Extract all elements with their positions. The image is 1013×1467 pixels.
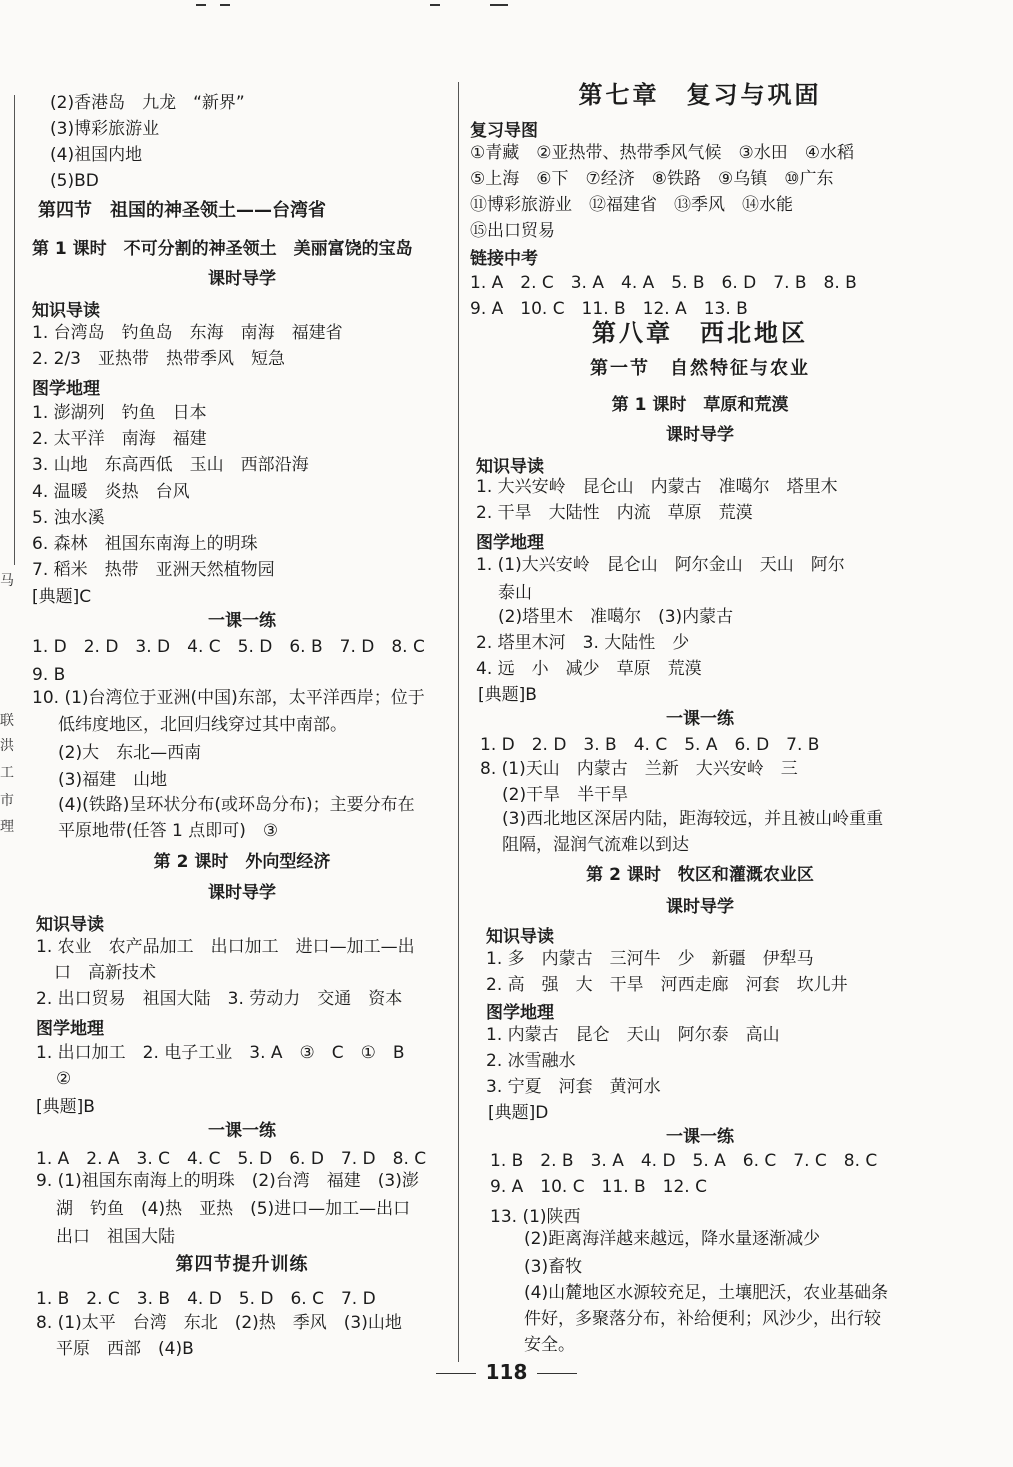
chapter-title: 第八章 西北地区	[592, 319, 808, 347]
subsection-heading: 课时导学	[666, 897, 734, 917]
answer-line: [典题]B	[36, 1097, 95, 1117]
answer-line: ②	[56, 1069, 72, 1089]
subsection-heading: 一课一练	[208, 611, 276, 631]
category-heading: 链接中考	[470, 249, 538, 269]
category-heading: 复习导图	[470, 121, 538, 141]
answer-line: 1. B 2. B 3. A 4. D 5. A 6. C 7. C 8. C	[490, 1151, 878, 1171]
answer-line: 2. 冰雪融水	[486, 1051, 576, 1071]
category-heading: 知识导读	[486, 927, 554, 947]
answer-line: 1. A 2. C 3. A 4. A 5. B 6. D 7. B 8. B	[470, 273, 857, 293]
category-heading: 知识导读	[476, 457, 544, 477]
answer-line: 6. 森林 祖国东南海上的明珠	[32, 534, 258, 554]
scan-mark	[196, 4, 206, 6]
answer-line: 5. 浊水溪	[32, 508, 105, 528]
scan-mark	[220, 4, 230, 6]
answer-line: 4. 温暖 炎热 台风	[32, 482, 190, 502]
answer-line: 2. 干旱 大陆性 内流 草原 荒漠	[476, 503, 753, 523]
category-heading: 知识导读	[36, 915, 104, 935]
answer-line: ⑤上海 ⑥下 ⑦经济 ⑧铁路 ⑨乌镇 ⑩广东	[470, 169, 834, 189]
answer-line: 1. 台湾岛 钓鱼岛 东海 南海 福建省	[32, 323, 343, 343]
answer-line: (4)(铁路)呈环状分布(或环岛分布)；主要分布在	[58, 795, 415, 815]
answer-line: 湖 钓鱼 (4)热 亚热 (5)进口—加工—出口	[56, 1199, 411, 1219]
answer-line: 2. 出口贸易 祖国大陆 3. 劳动力 交通 资本	[36, 989, 403, 1009]
answer-line: 3. 山地 东高西低 玉山 西部沿海	[32, 455, 309, 475]
answer-line: 10. (1)台湾位于亚洲(中国)东部，太平洋西岸；位于	[32, 688, 425, 708]
answer-line: 9. B	[32, 665, 66, 685]
answer-line: ⑮出口贸易	[470, 221, 555, 241]
answer-line: 7. 稻米 热带 亚洲天然植物园	[32, 560, 275, 580]
answer-line: (4)山麓地区水源较充足，土壤肥沃，农业基础条	[524, 1283, 889, 1303]
answer-line: 1. 大兴安岭 昆仑山 内蒙古 准噶尔 塔里木	[476, 477, 838, 497]
lesson-title: 第 1 课时 不可分割的神圣领土 美丽富饶的宝岛	[32, 239, 413, 259]
margin-text: 理	[0, 819, 14, 835]
subsection-heading: 课时导学	[666, 425, 734, 445]
page-number	[0, 1360, 1013, 1384]
subsection-heading: 课时导学	[208, 269, 276, 289]
answer-line: 1. 农业 农产品加工 出口加工 进口—加工—出	[36, 937, 415, 957]
subsection-heading: 课时导学	[208, 883, 276, 903]
page-number-rule	[537, 1373, 577, 1374]
column-rule	[14, 95, 15, 565]
margin-text: 马	[0, 573, 14, 589]
answer-line: 2. 塔里木河 3. 大陆性 少	[476, 633, 690, 653]
subsection-heading: 一课一练	[208, 1121, 276, 1141]
subsection-heading: 一课一练	[666, 1127, 734, 1147]
lesson-title: 第 2 课时 外向型经济	[153, 852, 331, 872]
answer-line: 3. 宁夏 河套 黄河水	[486, 1077, 661, 1097]
category-heading: 图学地理	[476, 533, 544, 553]
answer-line: 2. 太平洋 南海 福建	[32, 429, 207, 449]
answer-line: 1. 澎湖列 钓鱼 日本	[32, 403, 207, 423]
category-heading: 图学地理	[36, 1019, 104, 1039]
answer-line: 9. A 10. C 11. B 12. A 13. B	[470, 299, 748, 319]
answer-line: 泰山	[498, 583, 532, 603]
answer-line: 8. (1)天山 内蒙古 兰新 大兴安岭 三	[480, 759, 798, 779]
answer-line: 1. 多 内蒙古 三河牛 少 新疆 伊犁马	[486, 949, 814, 969]
chapter-title: 第七章 复习与巩固	[578, 81, 822, 109]
answer-line: [典题]B	[478, 685, 537, 705]
answer-line: ⑪博彩旅游业 ⑫福建省 ⑬季风 ⑭水能	[470, 195, 793, 215]
section-title: 第四节 祖国的神圣领土——台湾省	[38, 200, 326, 221]
answer-line: 13. (1)陕西	[490, 1207, 581, 1227]
answer-line: 2. 2/3 亚热带 热带季风 短急	[32, 349, 285, 369]
answer-line: 安全。	[524, 1335, 575, 1355]
answer-line: 1. D 2. D 3. B 4. C 5. A 6. D 7. B	[480, 735, 820, 755]
answer-line: 1. (1)大兴安岭 昆仑山 阿尔金山 天山 阿尔	[476, 555, 845, 575]
margin-text: 市	[0, 793, 14, 809]
answer-line: 出口 祖国大陆	[56, 1227, 175, 1247]
lesson-title: 第 1 课时 草原和荒漠	[611, 395, 789, 415]
margin-text: 洪	[0, 738, 14, 754]
answer-line: 4. 远 小 减少 草原 荒漠	[476, 659, 702, 679]
page-number-text: 118	[485, 1360, 528, 1384]
answer-line: (2)干旱 半干旱	[502, 785, 629, 805]
answer-line: 1. 内蒙古 昆仑 天山 阿尔泰 高山	[486, 1025, 780, 1045]
scan-mark	[490, 4, 508, 6]
answer-line: (3)福建 山地	[58, 770, 168, 790]
answer-line: (3)博彩旅游业	[50, 119, 160, 139]
answer-line: (4)祖国内地	[50, 145, 143, 165]
answer-line: (3)西北地区深居内陆，距海较远，并且被山岭重重	[502, 809, 884, 829]
answer-line: (5)BD	[50, 171, 99, 191]
answer-line: ①青藏 ②亚热带、热带季风气候 ③水田 ④水稻	[470, 143, 854, 163]
page-number-rule	[436, 1373, 476, 1374]
answer-line: (3)畜牧	[524, 1257, 583, 1277]
answer-line: (2)塔里木 准噶尔 (3)内蒙古	[498, 607, 734, 627]
answer-line: 1. 出口加工 2. 电子工业 3. A ③ C ① B	[36, 1043, 405, 1063]
answer-line: (2)距离海洋越来越远，降水量逐渐减少	[524, 1229, 821, 1249]
answer-line: 平原地带(任答 1 点即可) ③	[58, 821, 279, 841]
answer-line: 口 高新技术	[54, 963, 156, 983]
lesson-title: 第 2 课时 牧区和灌溉农业区	[586, 865, 814, 885]
answer-line: (2)大 东北—西南	[58, 743, 202, 763]
scan-mark	[430, 4, 440, 6]
section-title: 第四节提升训练	[175, 1254, 309, 1275]
category-heading: 图学地理	[32, 379, 100, 399]
answer-line: 9. A 10. C 11. B 12. C	[490, 1177, 707, 1197]
answer-line: 2. 高 强 大 干旱 河西走廊 河套 坎儿井	[486, 975, 848, 995]
answer-line: 低纬度地区，北回归线穿过其中南部。	[58, 715, 347, 735]
answer-line: 1. A 2. A 3. C 4. C 5. D 6. D 7. D 8. C	[36, 1149, 427, 1169]
answer-line: 件好，多聚落分布，补给便利；风沙少，出行较	[524, 1309, 881, 1329]
answer-line: 1. D 2. D 3. D 4. C 5. D 6. B 7. D 8. C	[32, 637, 425, 657]
answer-line: 9. (1)祖国东南海上的明珠 (2)台湾 福建 (3)澎	[36, 1171, 419, 1191]
answer-line: 平原 西部 (4)B	[56, 1339, 194, 1359]
answer-line: [典题]C	[32, 587, 92, 607]
margin-text: 联	[0, 713, 14, 729]
category-heading: 知识导读	[32, 301, 100, 321]
answer-line: 1. B 2. C 3. B 4. D 5. D 6. C 7. D	[36, 1289, 376, 1309]
section-title: 第一节 自然特征与农业	[590, 358, 810, 379]
answer-line: 阻隔，湿润气流难以到达	[502, 835, 689, 855]
subsection-heading: 一课一练	[666, 709, 734, 729]
column-divider	[458, 82, 459, 1362]
category-heading: 图学地理	[486, 1003, 554, 1023]
margin-text: 工	[0, 765, 14, 781]
answer-line: 8. (1)太平 台湾 东北 (2)热 季风 (3)山地	[36, 1313, 402, 1333]
answer-line: (2)香港岛 九龙 “新界”	[50, 93, 245, 113]
answer-line: [典题]D	[488, 1103, 549, 1123]
